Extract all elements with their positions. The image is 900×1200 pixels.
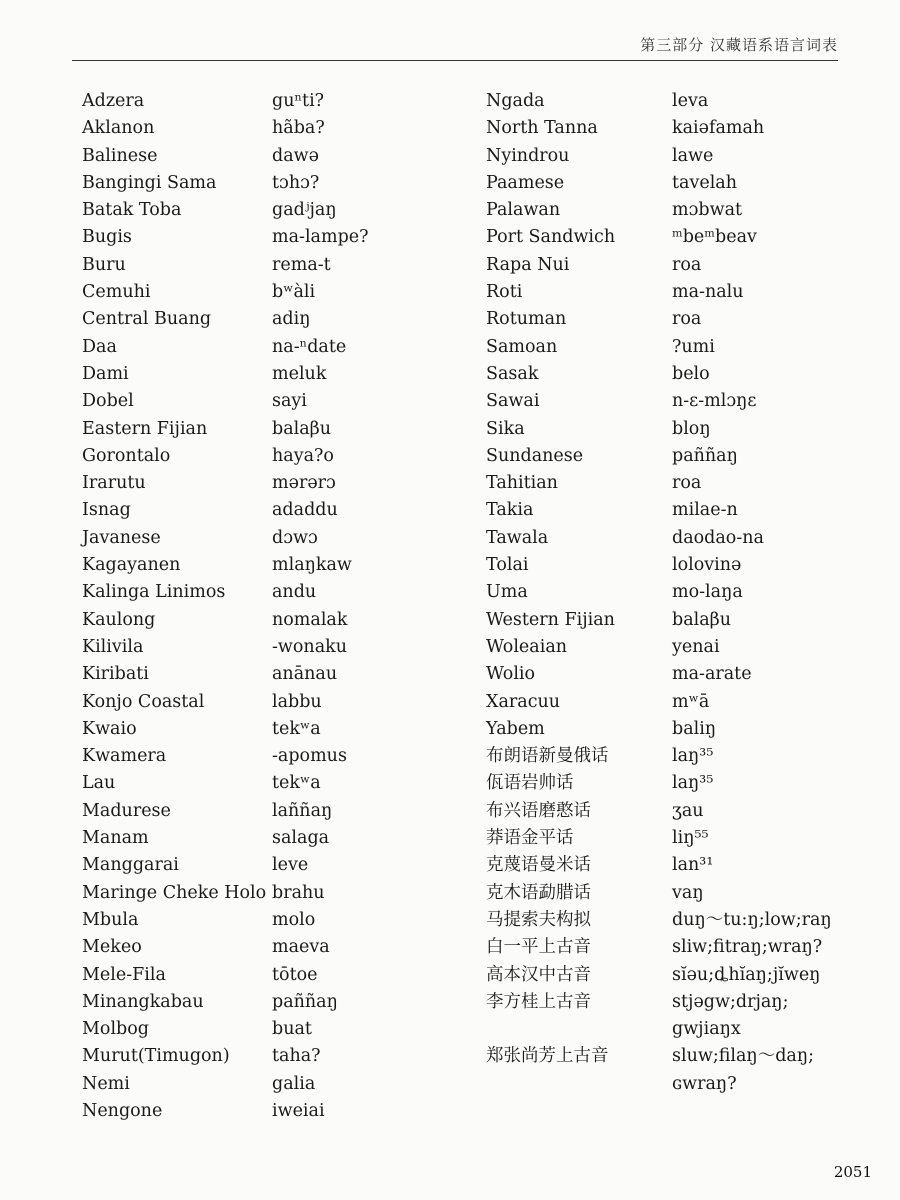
word-form: ?umi [672,336,715,357]
word-form: mɔbwat [672,200,743,221]
language-name: Nemi [82,1073,130,1094]
word-form: bloŋ [672,418,711,439]
word-form: paññaŋ [672,445,738,466]
word-form: gwjiaŋx [672,1019,741,1040]
word-form: ma-lampe? [272,227,369,248]
word-form: andu [272,582,317,603]
language-name: Gorontalo [82,445,171,466]
word-form: mərərɔ [272,473,336,494]
language-name: Kalinga Linimos [82,582,226,603]
word-form: adiŋ [272,309,311,330]
language-name: Port Sandwich [486,227,616,248]
language-name: Dobel [82,391,134,412]
language-name: Woleaian [486,636,568,657]
language-name: Mbula [82,909,139,930]
word-form: salaga [272,828,330,849]
word-form: buat [272,1019,312,1040]
language-name: Sawai [486,391,540,412]
word-form: brahu [272,882,325,903]
word-form: iweiai [272,1100,325,1121]
language-name: Kaulong [82,609,156,630]
language-name: Kagayanen [82,555,181,576]
language-name: Rapa Nui [486,254,570,275]
right-language-column [486,88,674,1098]
language-name: Isnag [82,500,131,521]
header-rule [72,60,838,61]
word-form: anānau [272,664,338,685]
word-form: stjəgw;drjaŋ; [672,991,789,1012]
language-name: Javanese [82,527,161,548]
language-name: Minangkabau [82,991,204,1012]
word-form: guⁿti? [272,91,325,111]
word-form: laññaŋ [272,800,333,821]
language-name: 高本汉中古音 [486,964,591,985]
language-name: Kiribati [82,664,149,685]
language-name: Cemuhi [82,282,151,303]
language-name: Tahitian [486,473,558,494]
word-form: leve [272,855,309,876]
language-name: Western Fijian [486,609,615,630]
language-name: 白一平上古音 [486,937,591,958]
word-form: lolovinə [672,555,742,576]
word-form: n-ɛ-mlɔŋɛ [672,391,757,412]
language-name: North Tanna [486,118,598,139]
language-name: Paamese [486,172,565,193]
word-form: molo [272,909,316,930]
left-word-column [272,88,472,1125]
word-form: nomalak [272,609,348,630]
language-name: Xaracuu [486,691,561,712]
word-form: na-ⁿdate [272,336,347,357]
language-name: Samoan [486,336,558,357]
word-form: labbu [272,691,322,712]
language-name: Manggarai [82,855,179,876]
word-form: taha? [272,1046,321,1067]
language-name: 李方桂上古音 [486,991,591,1012]
language-name: Manam [82,828,149,849]
language-name: Rotuman [486,309,567,330]
language-name: 布朗语新曼俄话 [486,746,609,767]
language-name: Daa [82,336,117,357]
language-name: Sasak [486,363,539,384]
language-name: Wolio [486,664,536,685]
language-name: Mekeo [82,937,142,958]
word-form: roa [672,473,702,494]
language-name: Bangingi Sama [82,172,217,193]
word-form: mʷā [672,691,710,712]
language-name: Buru [82,254,126,275]
word-form: kaiəfamah [672,118,765,139]
language-name: Irarutu [82,473,146,494]
word-form: roa [672,254,702,275]
language-name: Nyindrou [486,145,570,166]
language-name: Uma [486,582,528,603]
language-name: Murut(Timugon) [82,1046,230,1067]
word-form: dawə [272,145,319,166]
word-form: sluw;filaŋ～daŋ; [672,1046,814,1067]
word-form: gadʲjaŋ [272,200,337,221]
language-name: 布兴语磨憨话 [486,800,591,821]
word-form: ɢwraŋ? [672,1073,737,1094]
word-form: tavelah [672,172,738,193]
word-form: -apomus [272,746,347,767]
word-form: lan³¹ [672,855,714,876]
language-name: Batak Toba [82,200,182,221]
language-name: Dami [82,363,129,384]
language-name: Tawala [486,527,549,548]
language-name [486,1071,674,1098]
word-form: bʷàli [272,282,316,303]
word-form: yenai [672,636,720,657]
word-form: lawe [672,145,714,166]
word-form: dɔwɔ [272,527,318,548]
language-name: Aklanon [82,118,155,139]
word-form: laŋ³⁵ [672,773,714,794]
language-name: 克木语勐腊话 [486,882,591,903]
language-name: Lau [82,773,116,794]
language-name: Eastern Fijian [82,418,208,439]
language-name: Yabem [486,718,545,739]
word-form: hãba? [272,118,325,139]
word-form: tɔhɔ? [272,172,320,193]
word-form: balaβu [272,418,332,439]
page-number: 2051 [833,1163,872,1181]
word-form: haya?o [272,445,334,466]
language-name: 克蔑语曼米话 [486,855,591,876]
language-name: Ngada [486,91,545,111]
right-word-column [672,88,872,1098]
language-name: Mele-Fila [82,964,166,985]
language-name: Molbog [82,1019,149,1040]
word-form: liŋ⁵⁵ [672,828,709,849]
word-form: -wonaku [272,636,348,657]
language-name: Madurese [82,800,171,821]
language-name [486,1016,674,1043]
language-name: Sika [486,418,525,439]
language-name: Bugis [82,227,132,248]
word-form: balaβu [672,609,732,630]
header-title: 第三部分 汉藏语系语言词表 [640,36,838,54]
word-form: duŋ～tu:ŋ;low;raŋ [672,909,832,930]
language-name: Konjo Coastal [82,691,205,712]
language-name: Roti [486,282,523,303]
word-form: galia [272,1073,316,1094]
word-form: ʒau [672,800,704,821]
word-form: belo [672,363,710,384]
language-name: Balinese [82,145,158,166]
language-name: 佤语岩帅话 [486,773,574,794]
word-form: maeva [272,937,330,958]
word-form: daodao-na [672,527,764,548]
word-form: meluk [272,363,327,384]
word-form: paññaŋ [272,991,338,1012]
language-name: Adzera [82,91,145,111]
language-name: Sundanese [486,445,584,466]
language-name: Central Buang [82,309,212,330]
word-form: adaddu [272,500,338,521]
language-name: 郑张尚芳上古音 [486,1046,609,1067]
word-form: milae-n [672,500,738,521]
language-name: Tolai [486,555,529,576]
word-form: rema-t [272,254,331,275]
word-form: tekʷa [272,718,321,739]
language-name: Kwaio [82,718,137,739]
word-form: vaŋ [672,882,704,903]
language-name: Kwamera [82,746,167,767]
left-language-column [82,88,272,1125]
language-name: Palawan [486,200,561,221]
word-form: sĭəu;ȡhĭaŋ;jĭweŋ [672,964,821,985]
word-form: tōtoe [272,964,318,985]
word-form: baliŋ [672,718,717,739]
word-form: ma-nalu [672,282,744,303]
word-form: ma-arate [672,664,752,685]
language-name: Nengone [82,1100,163,1121]
language-name: Maringe Cheke Holo [82,882,267,903]
word-form: ᵐbeᵐbeav [672,227,757,248]
word-form: sliw;fitraŋ;wraŋ? [672,937,823,958]
word-form: laŋ³⁵ [672,746,714,767]
word-form: sayi [272,391,307,412]
word-form: mo-laŋa [672,582,743,603]
language-name: 莽语金平话 [486,828,574,849]
language-name: Kilivila [82,636,144,657]
language-name: 马提索夫构拟 [486,909,591,930]
word-form: leva [672,91,709,111]
word-form: mlaŋkaw [272,555,352,576]
word-form: roa [672,309,702,330]
language-name: Takia [486,500,534,521]
word-form: tekʷa [272,773,321,794]
